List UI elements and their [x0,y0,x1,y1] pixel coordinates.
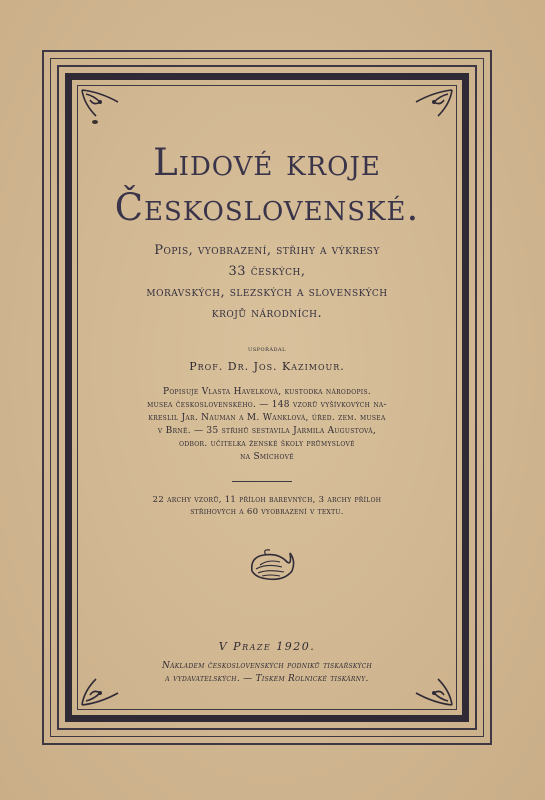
corner-flourish-icon [412,88,454,118]
divider [232,481,292,482]
description-line: Popisuje Vlasta Havelková, kustodka národopis. [162,387,372,397]
contents-line: 22 archy vzorů, 11 příloh barevných, 3 archy příloh [152,495,382,505]
description-line: musea československého. — 148 vzorů vyšívkových na- [147,400,387,410]
arranged-by-label: uspořádal [248,344,286,353]
place-and-year: V Praze 1920. [218,640,316,653]
description-line: odbor. učitelka ženské školy průmyslové [179,439,355,449]
title-line-2: Československé. [114,186,420,229]
contents-line: střihových a 60 vyobrazení v textu. [190,507,344,517]
subtitle-line: krojů národních. [211,306,323,321]
corner-flourish-icon [80,88,122,118]
book-title [85,140,449,230]
subtitle [85,240,449,324]
ink-spot [92,120,98,124]
publisher-line: Nákladem československých podniků tiskařských [161,661,373,671]
publisher [85,660,449,686]
subtitle-line: Popis, vyobrazení, střihy a výkresy [154,243,380,258]
description [85,386,449,464]
description-line: v Brně. — 35 střihů sestavila Jarmila Augustová, [157,426,377,436]
title-line-1: Lidové kroje [153,141,381,184]
subtitle-line: moravských, slezských a slovenských [146,285,388,300]
contents-note [85,494,449,518]
description-line: na Smíchově [240,452,294,462]
description-line: kreslil Jar. Nauman a M. Wanklová, úřed. zem. musea [148,413,386,423]
leaf-ornament-icon [246,547,296,582]
author: Prof. Dr. Jos. Kazimour. [189,360,345,373]
subtitle-line: 33 českých, [228,264,306,279]
publisher-line: a vydavatelských. — Tiskem Rolnické tiskárny. [165,674,369,684]
